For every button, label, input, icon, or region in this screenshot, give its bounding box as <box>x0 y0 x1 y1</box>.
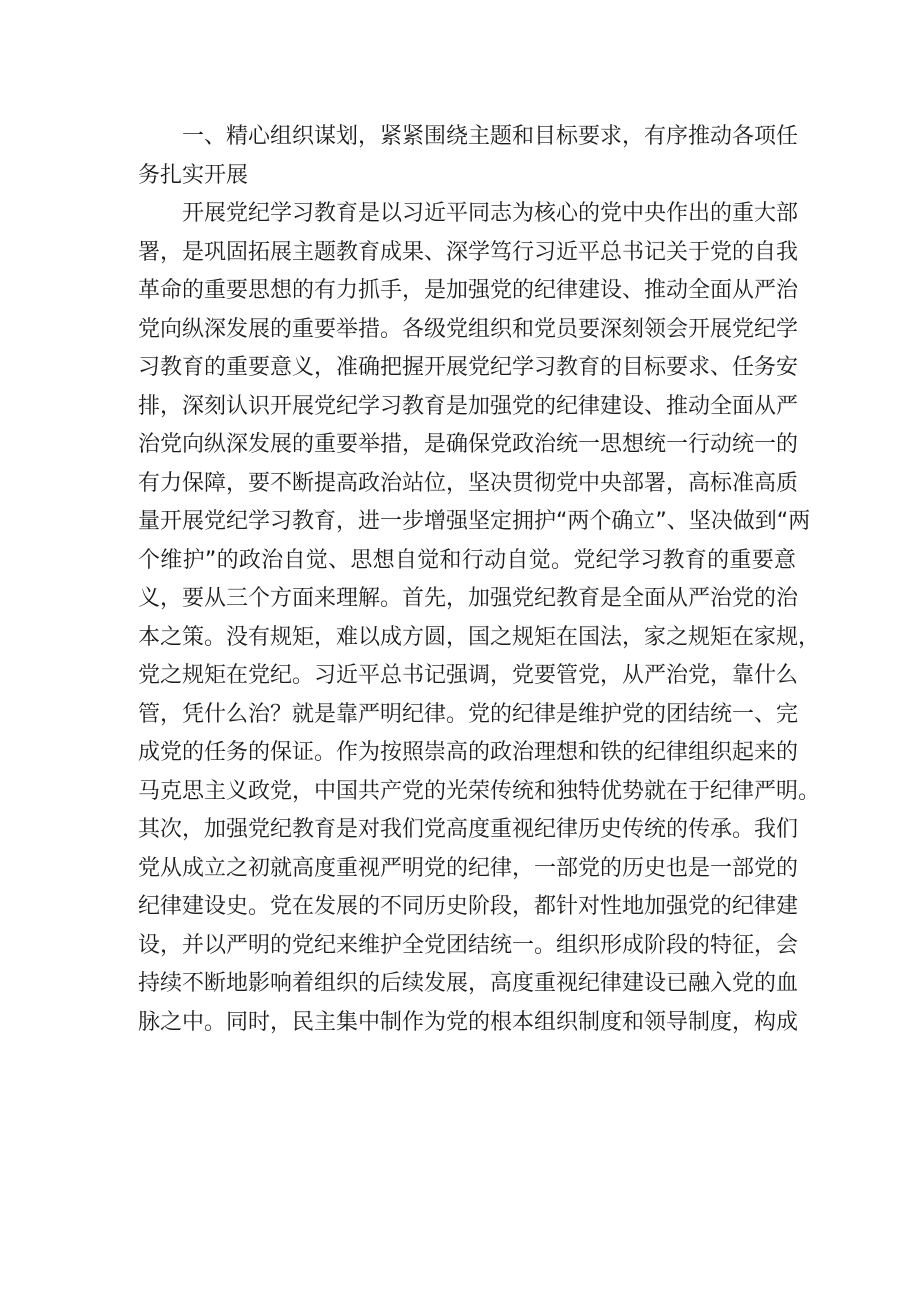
paragraph-line: 党向纵深发展的重要举措。各级党组织和党员要深刻领会开展党纪学 <box>138 316 799 342</box>
paragraph-line: 脉之中。同时，民主集中制作为党的根本组织制度和领导制度，构成 <box>138 1009 799 1035</box>
paragraph-line: 党从成立之初就高度重视严明党的纪律，一部党的历史也是一部党的 <box>138 855 799 881</box>
paragraph-line: 习教育的重要意义，准确把握开展党纪学习教育的目标要求、任务安 <box>138 355 799 380</box>
paragraph-line: 马克思主义政党，中国共产党的光荣传统和独特优势就在于纪律严明。 <box>138 778 821 804</box>
paragraph-line: 革命的重要思想的有力抓手，是加强党的纪律建设、推动全面从严治 <box>138 278 799 303</box>
paragraph-line: 党之规矩在党纪。习近平总书记强调，党要管党，从严治党，靠什么 <box>138 663 799 688</box>
paragraph-line: 署，是巩固拓展主题教育成果、深学笃行习近平总书记关于党的自我 <box>138 239 799 265</box>
paragraph-line: 义，要从三个方面来理解。首先，加强党纪教育是全面从严治党的治 <box>138 586 799 611</box>
paragraph-line: 本之策。没有规矩，难以成方圆，国之规矩在国法，家之规矩在家规， <box>138 624 821 650</box>
paragraph-line: 排，深刻认识开展党纪学习教育是加强党的纪律建设、推动全面从严 <box>138 393 799 419</box>
paragraph-line: 持续不断地影响着组织的后续发展，高度重视纪律建设已融入党的血 <box>138 971 799 996</box>
section-heading-line-2: 务扎实开展 <box>138 162 249 188</box>
document-text <box>138 118 821 1042</box>
paragraph-line: 其次，加强党纪教育是对我们党高度重视纪律历史传统的传承。我们 <box>138 817 799 842</box>
paragraph-line: 管，凭什么治？就是靠严明纪律。党的纪律是维护党的团结统一、完 <box>138 701 799 727</box>
paragraph-line: 量开展党纪学习教育，进一步增强坚定拥护“两个确立”、坚决做到“两 <box>138 509 811 534</box>
paragraph-line: 个维护”的政治自觉、思想自觉和行动自觉。党纪学习教育的重要意 <box>138 547 796 573</box>
paragraph-line: 治党向纵深发展的重要举措，是确保党政治统一思想统一行动统一的 <box>138 432 799 457</box>
paragraph-line: 开展党纪学习教育是以习近平同志为核心的党中央作出的重大部 <box>182 201 799 226</box>
paragraph-line: 设，并以严明的党纪来维护全党团结统一。组织形成阶段的特征，会 <box>138 932 799 958</box>
paragraph-line: 成党的任务的保证。作为按照崇高的政治理想和铁的纪律组织起来的 <box>138 740 799 765</box>
paragraph-line: 有力保障，要不断提高政治站位，坚决贯彻党中央部署，高标准高质 <box>138 470 799 496</box>
section-heading-line-1: 一、精心组织谋划，紧紧围绕主题和目标要求，有序推动各项任 <box>182 124 799 149</box>
paragraph-line: 纪律建设史。党在发展的不同历史阶段，都针对性地加强党的纪律建 <box>138 894 799 919</box>
